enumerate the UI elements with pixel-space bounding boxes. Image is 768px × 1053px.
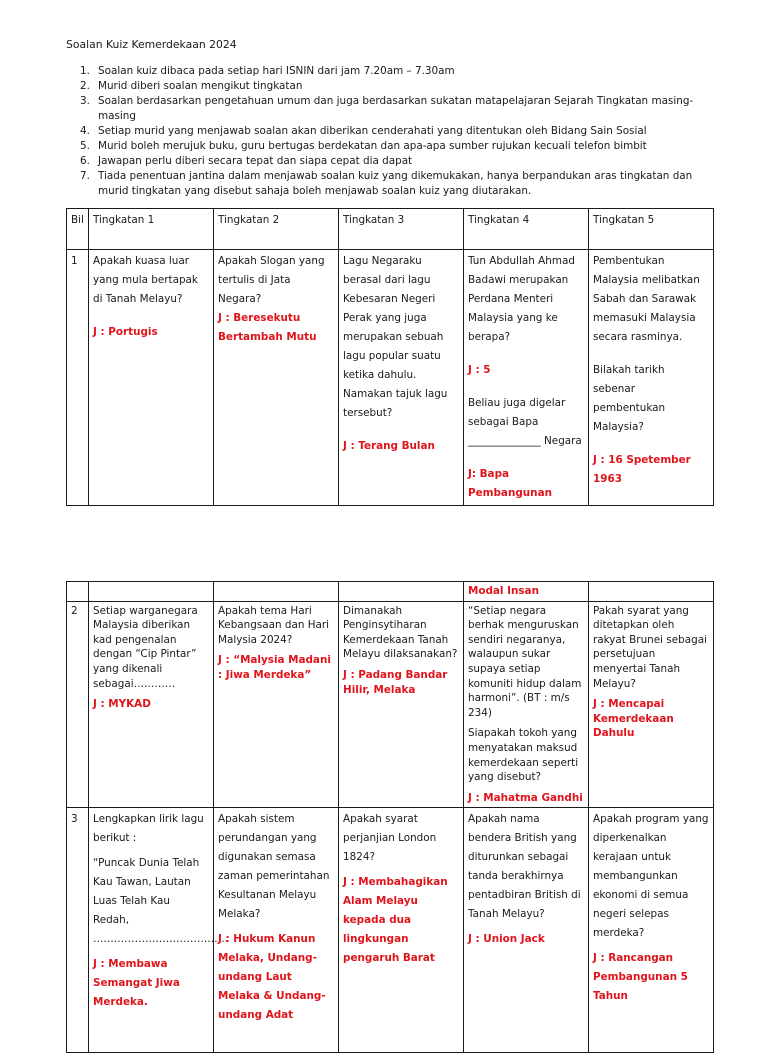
question-text: Dimanakah Penginsytiharan Kemerdekaan Tanah Melayu dilaksanakan? xyxy=(343,604,458,661)
cell-tingkatan-2 xyxy=(214,250,339,506)
cell-tingkatan-1 xyxy=(89,601,214,808)
rule-item xyxy=(80,64,720,79)
table-row xyxy=(67,250,714,506)
header-tingkatan-4: Tingkatan 4 xyxy=(464,209,589,250)
rule-item xyxy=(80,124,720,139)
answer-text: J : MYKAD xyxy=(93,698,151,711)
empty-cell xyxy=(214,582,339,602)
rule-text: Murid diberi soalan mengikut tingkatan xyxy=(98,80,303,92)
cell-tingkatan-3 xyxy=(339,601,464,808)
table-row xyxy=(67,808,714,1053)
rule-number: 2. xyxy=(80,80,90,92)
answer-text: J : Mencapai Kemerdekaan Dahulu xyxy=(593,698,674,740)
answer-text: J : Rancangan Pembangunan 5 Tahun xyxy=(593,952,688,1003)
header-row xyxy=(67,209,714,250)
rule-text: Murid boleh merujuk buku, guru bertugas berdekatan dan apa-apa sumber rujukan kecuali telefon bimbit xyxy=(98,140,647,152)
question-text: Apakah program yang diperkenalkan kerajaan untuk membangunkan ekonomi di semua negeri selepas merdeka? xyxy=(593,813,709,940)
answer-text: J : Portugis xyxy=(93,326,158,338)
question-text: Setiap warganegara Malaysia diberikan kad pengenalan dengan “Cip Pintar” yang dikenali sebagai………… xyxy=(93,604,198,690)
question-text: Lagu Negaraku berasal dari lagu Kebesaran Negeri Perak yang juga merupakan sebuah lagu popular suatu ketika dahulu. Namakan tajuk lagu tersebut? xyxy=(343,255,448,419)
table-row xyxy=(67,582,714,602)
cell-tingkatan-4 xyxy=(464,808,589,1053)
rule-item xyxy=(80,94,720,124)
rule-item xyxy=(80,154,720,169)
row-number: 3 xyxy=(67,808,89,1053)
rules-list xyxy=(80,64,720,199)
cell-tingkatan-1 xyxy=(89,250,214,506)
answer-text: J : Membawa Semangat Jiwa Merdeka. xyxy=(93,958,180,1009)
answer-text: J : Membahagikan Alam Melayu kepada dua lingkungan pengaruh Barat xyxy=(343,876,448,965)
cell-tingkatan-2 xyxy=(214,808,339,1053)
empty-cell xyxy=(89,582,214,602)
question-text: Apakah syarat perjanjian London 1824? xyxy=(343,813,437,864)
cell-tingkatan-5 xyxy=(589,808,714,1053)
empty-cell xyxy=(589,582,714,602)
question-text: Tun Abdullah Ahmad Badawi merupakan Perdana Menteri Malaysia yang ke berapa? xyxy=(468,255,575,343)
answer-text: J : 5 xyxy=(468,364,491,376)
header-tingkatan-3: Tingkatan 3 xyxy=(339,209,464,250)
answer-text: J : Terang Bulan xyxy=(343,440,435,452)
question-text-2: Beliau juga digelar sebagai Bapa ______________ Negara xyxy=(468,397,582,447)
quiz-table-2 xyxy=(66,581,714,1053)
header-tingkatan-1: Tingkatan 1 xyxy=(89,209,214,250)
answer-text: J : Padang Bandar Hilir, Melaka xyxy=(343,668,448,696)
row-number: 1 xyxy=(67,250,89,506)
rule-number: 6. xyxy=(80,155,90,167)
rule-number: 3. xyxy=(80,95,90,107)
question-text: Pembentukan Malaysia melibatkan Sabah dan Sarawak memasuki Malaysia secara rasminya. xyxy=(593,255,700,343)
table-row xyxy=(67,601,714,808)
rule-number: 5. xyxy=(80,140,90,152)
answer-text: J : Union Jack xyxy=(468,933,545,946)
question-text: Pakah syarat yang ditetapkan oleh rakyat Brunei sebagai persetujuan menyertai Tanah Melayu? xyxy=(593,604,707,690)
cell-tingkatan-5 xyxy=(589,250,714,506)
question-text: Apakah sistem perundangan yang digunakan semasa zaman pemerintahan Kesultanan Melayu Melaka? xyxy=(218,813,330,921)
lyric-text: “Puncak Dunia Telah Kau Tawan, Lautan Luas Telah Kau Redah, xyxy=(93,857,200,927)
rule-text: Tiada penentuan jantina dalam menjawab soalan kuiz yang dikemukakan, hanya berpandukan aras tingkatan dan murid tingkatan yang disebut sahaja boleh menjawab soalan kuiz yang diutarakan. xyxy=(98,170,693,197)
answer-text: J : Mahatma Gandhi xyxy=(468,791,583,804)
row-number: 2 xyxy=(67,601,89,808)
cell-tingkatan-5 xyxy=(589,601,714,808)
header-tingkatan-2: Tingkatan 2 xyxy=(214,209,339,250)
empty-cell xyxy=(67,582,89,602)
rule-text: Soalan kuiz dibaca pada setiap hari ISNIN dari jam 7.20am – 7.30am xyxy=(98,65,455,77)
answer-text: J : Hukum Kanun Melaka, Undang-undang Laut Melaka & Undang-undang Adat xyxy=(218,933,326,1022)
cell-tingkatan-3 xyxy=(339,808,464,1053)
rule-text: Setiap murid yang menjawab soalan akan diberikan cenderahati yang ditentukan oleh Bidang Sain Sosial xyxy=(98,125,647,137)
cell-tingkatan-1 xyxy=(89,808,229,1053)
question-text: Lengkapkan lirik lagu berikut : xyxy=(93,813,204,845)
rule-number: 1. xyxy=(80,65,90,77)
rule-item xyxy=(80,79,720,94)
answer-text: J : Beresekutu Bertambah Mutu xyxy=(218,312,317,343)
answer-text: J : “Malysia Madani : Jiwa Merdeka” xyxy=(218,654,331,681)
header-bil: Bil xyxy=(67,209,89,250)
rule-item xyxy=(80,169,720,199)
rule-item xyxy=(80,139,720,154)
question-text-2: Siapakah tokoh yang menyatakan maksud kemerdekaan seperti yang disebut? xyxy=(468,727,579,784)
rule-text: Jawapan perlu diberi secara tepat dan siapa cepat dia dapat xyxy=(98,155,413,167)
rule-number: 7. xyxy=(80,170,90,182)
header-tingkatan-5: Tingkatan 5 xyxy=(589,209,714,250)
lyric-blank: ………………………………… xyxy=(93,933,229,946)
question-text-2: Bilakah tarikh sebenar pembentukan Malaysia? xyxy=(593,364,666,433)
rule-text: Soalan berdasarkan pengetahuan umum dan juga berdasarkan sukatan matapelajaran Sejarah Tingkatan masing-masing xyxy=(98,95,694,122)
cell-tingkatan-4 xyxy=(464,601,589,808)
question-text: Apakah nama bendera British yang diturunkan sebagai tanda berakhirnya pentadbiran British di Tanah Melayu? xyxy=(468,813,581,921)
document-title: Soalan Kuiz Kemerdekaan 2024 xyxy=(66,38,237,51)
question-text: Apakah tema Hari Kebangsaan dan Hari Malysia 2024? xyxy=(218,604,330,646)
continued-answer-cell xyxy=(464,582,589,602)
answer-text: J : 16 Spetember 1963 xyxy=(593,454,691,485)
cell-tingkatan-3 xyxy=(339,250,464,506)
cell-tingkatan-4 xyxy=(464,250,589,506)
question-text: “Setiap negara berhak menguruskan sendiri negaranya, walaupun sukar supaya setiap komuniti hidup dalam harmoni”. (BT : m/s 234) xyxy=(468,604,582,719)
question-text: Apakah Slogan yang tertulis di Jata Negara? xyxy=(218,255,325,305)
answer-text: Modal Insan xyxy=(468,585,539,597)
rule-number: 4. xyxy=(80,125,90,137)
cell-tingkatan-2 xyxy=(214,601,339,808)
quiz-table-1 xyxy=(66,208,714,506)
answer-text-2: J: Bapa Pembangunan xyxy=(468,468,552,499)
empty-cell xyxy=(339,582,464,602)
question-text: Apakah kuasa luar yang mula bertapak di Tanah Melayu? xyxy=(93,255,198,305)
